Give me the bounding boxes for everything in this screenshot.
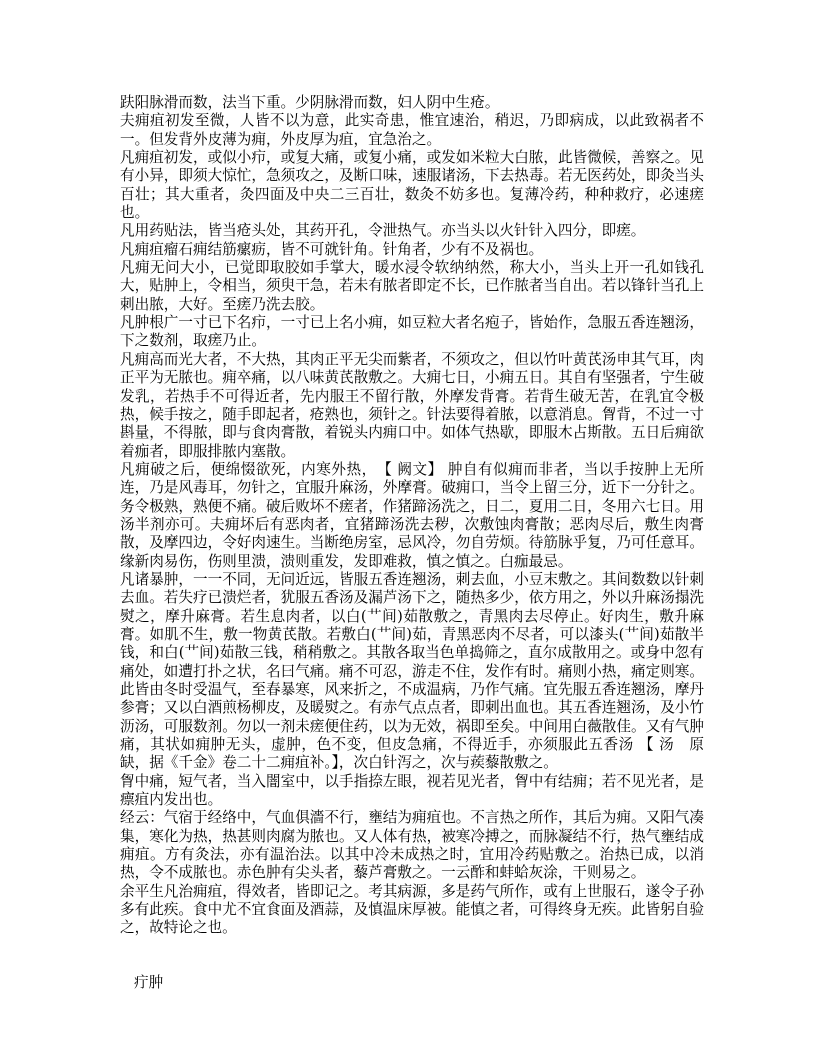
paragraph-early-treatment: 夫痈疽初发至微，人皆不以为意，此实奇患，惟宜速治，稍迟，乃即病成，以此致祸者不一。但发背外皮薄为痈，外皮厚为疽，宜急治之。 [120,112,704,148]
paragraph-high-carbuncle: 凡痈高而光大者，不大热，其肉正平无尖而紫者，不须攻之，但以竹叶黄芪汤申其气耳，肉正平为无脓也。痈卒痛，以八味黄芪散敷之。大痈七日，小痈五日。其自有坚强者，宁生破发乳，若热手不可得近者，先内服王不留行散，外摩发背膏。若背生破无苦，在乳宜令极热，候手按之，随手即起者，疮熟也，须针之。针法要得着脓，以意消息。胷背，不过一寸斟量，不得脓，即与食肉膏散，着锐头内痈口中。如体气热歇，即服木占斯散。五日后痈欲着痂者，即服排脓内塞散。 [120,350,704,460]
paragraph-needling-caution: 凡痈疽瘤石痈结筋瘰疬，皆不可就针角。针角者，少有不及祸也。 [120,240,544,258]
section-spacer [120,938,704,974]
document-page [120,94,704,992]
paragraph-sudden-swelling: 凡诸暴肿，一一不同，无问近远，皆服五香连翘汤，刺去血，小豆末敷之。其间数数以针刺去血。若失疗已溃烂者，犹服五香汤及漏芦汤下之，随热多少，依方用之，外以升麻汤搨洗熨之，摩升麻膏。若生息肉者，以白(艹间)茹散敷之，青黑肉去尽停止。好肉生，敷升麻膏。如肌不生，敷一物黄芪散。若敷白(艹间)茹，青黑恶肉不尽者，可以漆头(艹间)茹散半钱，和白(艹间)茹散三钱，稍稍敷之。其散各取当色单捣筛之，直尔成散用之。或身中忽有痛处，如遭打扑之状，名曰气痛。痛不可忍，游走不住，发作有时。痛则小热，痛定则寒。此皆由冬时受温气，至春暴寒，风来折之，不成温病，乃作气痛。宜先服五香连翘汤，摩丹参膏；又以白酒煎杨柳皮，及暖熨之。有赤气点点者，即刺出血也。其五香连翘汤，及小竹沥汤，可服数剂。勿以一剂未瘥便住药，以为无效，祸即至矣。中间用白薇散佳。又有气肿痛，其状如痈肿无头，虚肿，色不变，但皮急痛，不得近手，亦须服此五香汤 【 汤 原缺，据《千金》卷二十二痈疽补。】，次白针泻之，次与蒺藜散敷之。 [120,570,705,772]
paragraph-plaster-method: 凡用药贴法，皆当疮头处，其药开孔，令泄热气。亦当头以火针针入四分，即瘥。 [120,222,646,240]
paragraph-initial-onset: 凡痈疽初发，或似小疖，或复大痛，或复小痛，或发如米粒大白脓，此皆微候，善察之。见有小异，即须大惊忙，急须攻之，及断口味，速服诸汤，下去热毒。若无医药处，即灸当头百壮；其大重者，灸四面及中央二三百壮，数灸不妨多也。复薄冷药，种种救疗，必速瘥也。 [120,149,704,222]
paragraph-pulse-diagnosis: 趺阳脉滑而数，法当下重。少阴脉滑而数，妇人阴中生疮。 [120,94,500,111]
paragraph-glue-method: 凡痈无问大小，已觉即取胶如手掌大，暖水浸令软纳纳然，称大小，当头上开一孔如钱孔大，贴肿上，令相当，须臾干急，若未有脓者即定不长，已作脓者当自出。若以锋针当孔上刺出脓，大好。至瘥乃洗去胶。 [120,259,704,313]
paragraph-author-note: 余平生凡治痈疽，得效者，皆即记之。考其病源，多是药气所作，或有上世服石，遂令子孙多有此疾。食中尤不宜食面及酒蒜，及慎温床厚被。能慎之者，可得终身无疾。此皆躬自验之，故特论之也。 [120,882,704,937]
paragraph-after-rupture: 凡痈破之后，便绵惙欲死，内寒外热， 【 阙文】 肿自有似痈而非者，当以手按肿上无所连，乃是风毒耳，勿针之，宜服升麻汤，外摩膏。破痈口，当令上留三分，近下一分针之。务令极熟，熟便不痛。破后败坏不瘥者，作猪蹄汤洗之，日二，夏用二日，冬用六七日。用汤半剂亦可。夫痈坏后有恶肉者，宜猪蹄汤洗去秽，次敷蚀肉膏散；恶肉尽后，敷生肉膏散，及摩四边，令好肉速生。当断绝房室，忌风冷，勿自劳烦。待筋脉乎复，乃可任意耳。缘新肉易伤，伤则里溃，溃则重发，发即难救，慎之慎之。白痂最忌。 [120,460,704,570]
paragraph-classic-quote: 经云：气宿于经络中，气血俱濇不行，壅结为痈疽也。不言热之所作，其后为痈。又阳气凑集，寒化为热，热甚则肉腐为脓也。又人体有热，被寒冷搏之，而脉凝结不行，热气壅结成痈疽。方有灸法，亦有温治法。以其中冷未成热之时，宜用冷药贴敷之。治热已成，以消热，令不成脓也。赤色肿有尖头者，藜芦膏敷之。一云酢和蚌蛤灰涂，干则易之。 [120,809,704,882]
paragraph-chest-pain: 胷中痛，短气者，当入闇室中，以手指捺左眼，视若见光者，胷中有结痈；若不见光者，是瘭疽内发出也。 [120,772,704,809]
paragraph-swelling-size: 凡肿根广一寸已下名疖，一寸已上名小痈，如豆粒大者名疱子，皆始作，急服五香连翘汤，下之数剂，取瘥乃止。 [120,314,704,350]
section-heading: 疔肿 [134,973,164,991]
